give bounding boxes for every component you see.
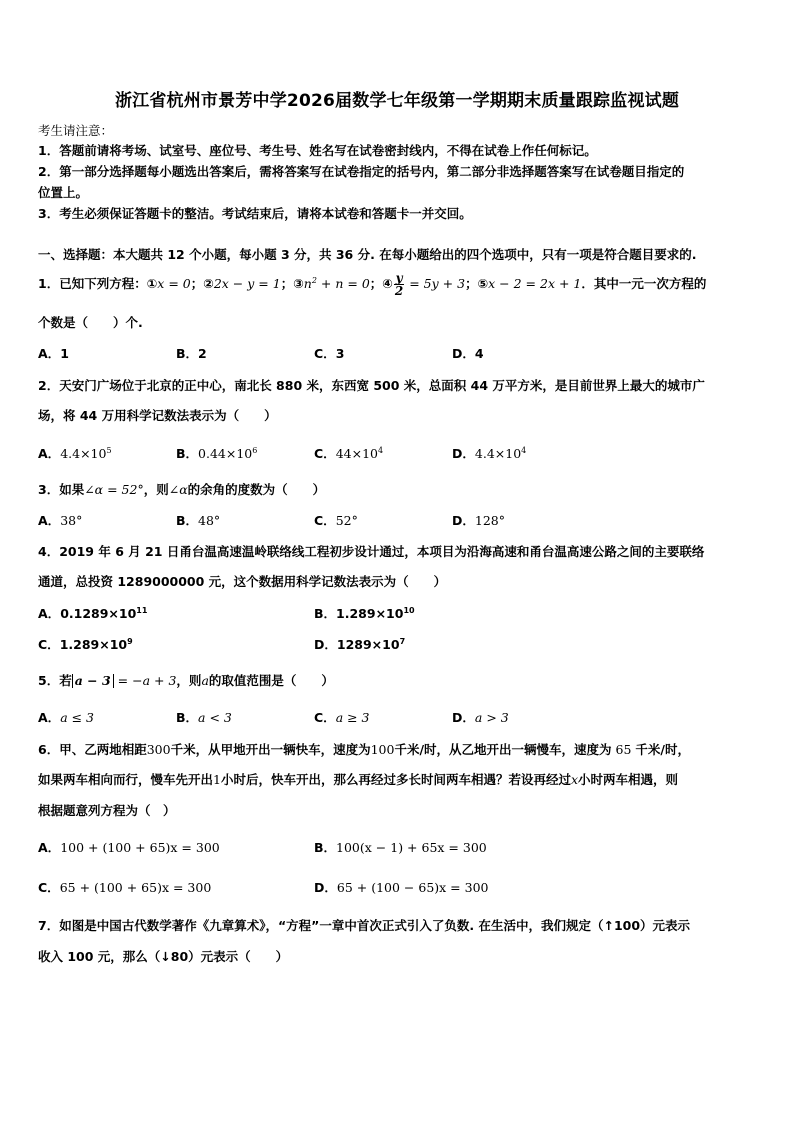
q1-option-c[interactable]: C．3	[314, 346, 345, 361]
notice-item-2-cont: 位置上。	[38, 185, 89, 200]
question-2: 2．天安门广场位于北京的正中心，南北长 880 米，东西宽 500 米，总面积 44 万平方米，是目前世界上最大的城市广	[38, 378, 705, 393]
page-title: 浙江省杭州市景芳中学2026届数学七年级第一学期期末质量跟踪监视试题	[114, 91, 680, 111]
q4-option-b[interactable]: B．$1.289\times 10^{10}$	[314, 605, 415, 621]
section-heading: 一、选择题：本大题共 12 个小题，每小题 3 分，共 36 分. 在每小题给出的四个选项中，只有一项是符合题目要求的.	[38, 247, 697, 262]
q6-option-a[interactable]: A．100 + (100 + 65)x = 300	[38, 840, 220, 855]
notice-heading: 考生请注意：	[38, 123, 114, 138]
question-5: 5．若 a − 3 = −a + 3，则a的取值范围是（ ）	[38, 673, 334, 688]
q4-option-d[interactable]: D．$1289\times 10^7$	[314, 636, 406, 652]
notice-item-3: 3．考生必须保证答题卡的整洁。考试结束后，请将本试卷和答题卡一并交回。	[38, 206, 472, 221]
notice-item-2: 2．第一部分选择题每小题选出答案后，需将答案写在试卷指定的括号内，第二部分非选择题答案写在试卷题目指定的	[38, 164, 685, 179]
q1-option-b[interactable]: B．2	[176, 346, 207, 361]
question-3: 3．如果∠α = 52°，则∠α的余角的度数为（ ）	[38, 482, 326, 497]
q3-option-c[interactable]: C．52°	[314, 513, 358, 528]
question-6-cont: 如果两车相向而行，慢车先开出1小时后，快车开出，那么再经过多长时间两车相遇？若设再经过x小时两车相遇，则	[38, 772, 679, 787]
question-7: 7．如图是中国古代数学著作《九章算术》，“方程”一章中首次正式引入了负数. 在生活中，我们规定（↑100）元表示	[38, 918, 691, 933]
q5-option-d[interactable]: D．a > 3	[452, 710, 509, 725]
q1-option-d[interactable]: D．4	[452, 346, 484, 361]
q4-option-a[interactable]: A．$0.1289\times 10^{11}$	[38, 605, 148, 621]
q6-option-c[interactable]: C．65 + (100 + 65)x = 300	[38, 880, 212, 895]
q2-option-b[interactable]: B．$0.44\times 10^6$	[176, 445, 258, 461]
question-6: 6．甲、乙两地相距300千米，从甲地开出一辆快车，速度为100千米/时，从乙地开出一辆慢车，速度为 65 千米/时，	[38, 742, 690, 757]
question-6-cont-2: 根据题意列方程为（ ）	[38, 803, 176, 818]
absolute-value: a − 3	[72, 674, 114, 688]
q1-option-a[interactable]: A．1	[38, 346, 69, 361]
q5-option-c[interactable]: C．a ≥ 3	[314, 710, 370, 725]
q2-option-d[interactable]: D．$4.4\times 10^4$	[452, 445, 527, 461]
question-1-cont: 个数是（ ）个.	[38, 315, 143, 330]
question-1: 1．已知下列方程：①x = 0；②2x − y = 1；$③n^2 + n = 0$；④ $\frac{y}{2}$ = 5y + 3；⑤x − 2 = 2x + 1．其中一元一次方程的	[38, 271, 707, 298]
q2-option-c[interactable]: C．$44\times 10^4$	[314, 445, 384, 461]
fraction-y-over-2: $\frac{y}{2}$	[394, 271, 404, 298]
question-4-cont: 通道，总投资 1289000000 元，这个数据用科学记数法表示为（ ）	[38, 574, 447, 589]
q6-option-b[interactable]: B．100(x − 1) + 65x = 300	[314, 840, 487, 855]
q5-option-a[interactable]: A．a ≤ 3	[38, 710, 95, 725]
question-7-cont: 收入 100 元，那么（↓80）元表示（ ）	[38, 949, 289, 964]
question-2-cont: 场，将 44 万用科学记数法表示为（ ）	[38, 408, 277, 423]
notice-item-1: 1．答题前请将考场、试室号、座位号、考生号、姓名写在试卷密封线内，不得在试卷上作任何标记。	[38, 143, 597, 158]
question-4: 4．2019 年 6 月 21 日甬台温高速温岭联络线工程初步设计通过，本项目为沿海高速和甬台温高速公路之间的主要联络	[38, 544, 705, 559]
q6-option-d[interactable]: D．65 + (100 − 65)x = 300	[314, 880, 489, 895]
q5-option-b[interactable]: B．a < 3	[176, 710, 232, 725]
q4-option-c[interactable]: C．$1.289\times 10^9$	[38, 636, 133, 652]
q3-option-d[interactable]: D．128°	[452, 513, 505, 528]
q2-option-a[interactable]: A．$4.4\times 10^5$	[38, 445, 112, 461]
q3-option-a[interactable]: A．38°	[38, 513, 83, 528]
q3-option-b[interactable]: B．48°	[176, 513, 221, 528]
